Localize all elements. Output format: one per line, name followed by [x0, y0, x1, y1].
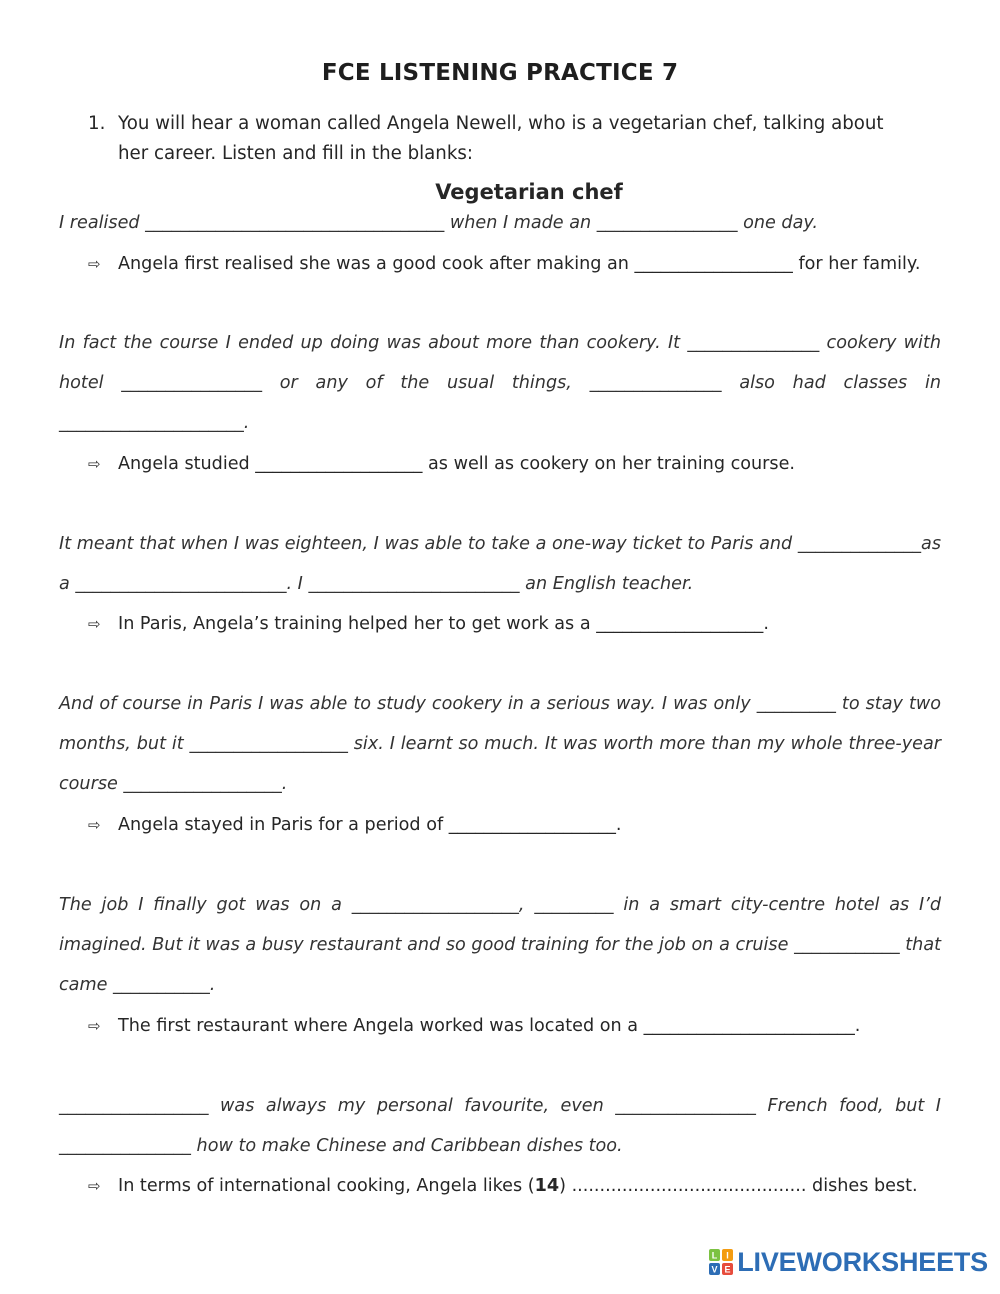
- logo-text: LIVEWORKSHEETS: [737, 1246, 988, 1277]
- worksheet-title: FCE LISTENING PRACTICE 7: [321, 60, 679, 86]
- logo-mark-letter-v: V: [711, 1264, 718, 1275]
- question-text: Angela studied ___________________ as well as cookery on her training course.: [118, 454, 795, 474]
- question-text: In Paris, Angela’s training helped her to get work as a ___________________.: [118, 614, 769, 634]
- transcript-paragraph-1: I realised __________________________________ when I made an ________________ one day.: [59, 213, 819, 233]
- logo-mark-letter-i: I: [726, 1250, 730, 1261]
- arrow-icon: ⇨: [88, 455, 101, 473]
- question-number: 14: [534, 1176, 560, 1196]
- transcript-paragraph-4: And of course in Paris I was able to study cookery in a serious way. I was only _________ to stay two months, but it __________________ six. I learnt so much. It was worth more than my whole three-year course __________________.: [59, 694, 941, 794]
- question-1: [88, 252, 968, 276]
- question-4: [88, 813, 968, 837]
- question-6: [88, 1174, 968, 1198]
- arrow-icon: ⇨: [88, 615, 101, 633]
- question-5: [88, 1014, 968, 1038]
- question-text: The first restaurant where Angela worked was located on a ________________________.: [118, 1016, 861, 1036]
- transcript-paragraph-3: It meant that when I was eighteen, I was able to take a one-way ticket to Paris and ______________as a ________________________. I ________________________ an English teacher.: [59, 534, 941, 594]
- instruction: [88, 109, 918, 169]
- instruction-number: 1.: [88, 113, 106, 134]
- question-text: Angela stayed in Paris for a period of ___________________.: [118, 815, 622, 835]
- question-3: [88, 612, 968, 636]
- logo-mark-letter-l: L: [712, 1250, 718, 1261]
- question-text: Angela first realised she was a good cook after making an __________________ for her family.: [118, 254, 921, 274]
- arrow-icon: ⇨: [88, 1177, 101, 1195]
- instruction-text: You will hear a woman called Angela Newell, who is a vegetarian chef, talking about her career. Listen and fill in the blanks:: [118, 113, 884, 164]
- transcript-paragraph-6: _________________ was always my personal favourite, even ________________ French food, but I _______________ how to make Chinese and Caribbean dishes too.: [59, 1096, 941, 1156]
- liveworksheets-logo[interactable]: [709, 1246, 988, 1278]
- liveworksheets-logo-icon: [709, 1249, 733, 1275]
- question-text-end: ) .......................................... dishes best.: [559, 1176, 918, 1196]
- arrow-icon: ⇨: [88, 255, 101, 273]
- section-subtitle: Vegetarian chef: [435, 180, 623, 204]
- arrow-icon: ⇨: [88, 1017, 101, 1035]
- question-2: [88, 452, 968, 476]
- question-text-start: In terms of international cooking, Angela likes (: [118, 1176, 535, 1196]
- transcript-paragraph-2: In fact the course I ended up doing was about more than cookery. It _______________ cookery with hotel ________________ or any of the usual things, _______________ also had classes in _____________________.: [59, 333, 941, 433]
- logo-mark-letter-e: E: [724, 1264, 731, 1275]
- arrow-icon: ⇨: [88, 816, 101, 834]
- transcript-paragraph-5: The job I finally got was on a ___________________, _________ in a smart city-centre hotel as I’d imagined. But it was a busy restaurant and so good training for the job on a cruise ____________ that came ___________.: [59, 895, 941, 995]
